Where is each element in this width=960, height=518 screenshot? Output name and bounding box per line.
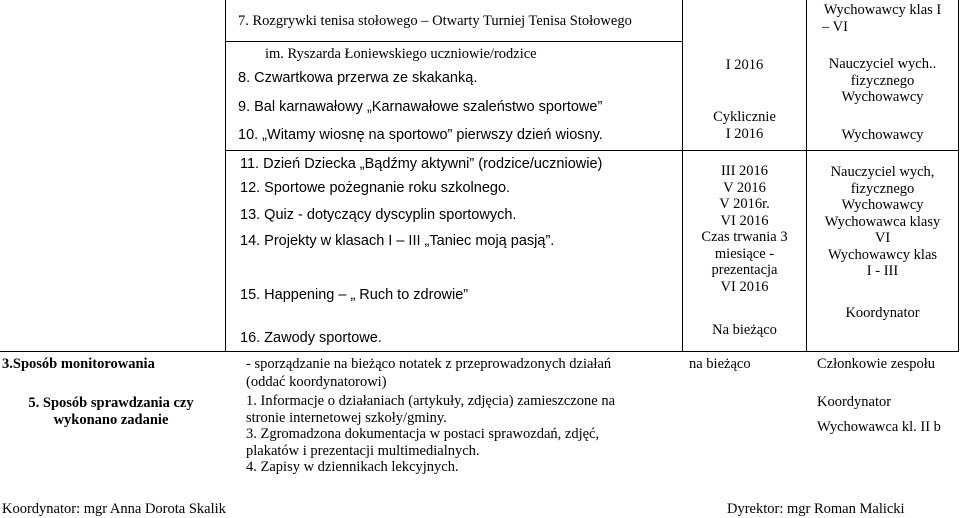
activity-item-7: 7. Rozgrywki tenisa stołowego – Otwarty Turniej Tenisa Stołowego (238, 13, 632, 29)
resp-homeroom: Wychowawcy (841, 127, 924, 143)
activity-item-14: 14. Projekty w klasach I – III „Taniec moją pasją”. (240, 233, 555, 249)
activity-item-7-continued: im. Ryszarda Łoniewskiego uczniowie/rodzice (265, 46, 537, 62)
resp-class-teachers: Wychowawcy klas I (823, 2, 942, 18)
term-line: VI 2016 (720, 212, 769, 229)
section-3-term: na bieżąco (689, 356, 751, 372)
term-i-2016-second: I 2016 (725, 126, 764, 142)
section-5-line: stronie internetowej szkoły/gminy. (246, 409, 447, 426)
footer-coordinator: Koordynator: mgr Anna Dorota Skalik (2, 501, 226, 517)
resp-bottom-block (807, 164, 958, 280)
term-line: V 2016 (723, 179, 766, 196)
table-border-left (225, 0, 226, 352)
resp-line: VI (874, 230, 891, 246)
term-ongoing: Na bieżąco (712, 322, 777, 338)
resp-coordinator: Koordynator (845, 305, 920, 321)
resp-line: Wychowawcy (841, 89, 924, 105)
footer-director: Dyrektor: mgr Roman Malicki (727, 501, 905, 517)
activity-item-15: 15. Happening – „ Ruch to zdrowie” (240, 287, 469, 303)
term-line: Czas trwania 3 (701, 229, 788, 245)
resp-class-range: – VI (822, 19, 848, 35)
section-3-label: 3.Sposób monitorowania (2, 356, 155, 372)
table-border-right (958, 0, 959, 352)
resp-line: I - III (866, 263, 899, 279)
row-divider-top (225, 41, 683, 42)
resp-line: fizycznego (850, 72, 915, 89)
section-5-line: 3. Zgromadzona dokumentacja w postaci sprawozdań, zdjęć, (246, 426, 600, 442)
section-5-line: 1. Informacje o działaniach (artykuły, zdjęcia) zamieszczone na (246, 393, 616, 409)
section-3-responsible: Członkowie zespołu (817, 356, 935, 372)
resp-line: Wychowawca klasy (824, 213, 941, 230)
resp-line: Nauczyciel wych.. (828, 56, 937, 72)
section-5-list (246, 393, 615, 476)
activity-item-13: 13. Quiz - dotyczący dyscyplin sportowych. (240, 207, 517, 223)
resp-top-block (807, 56, 958, 106)
section-5-label: 5. Sposób sprawdzania czy (28, 395, 194, 411)
section-3-desc-continued: (oddać koordynatorowi) (246, 374, 387, 390)
resp-line: Wychowawcy (841, 197, 924, 213)
terms-bottom-block (683, 163, 806, 295)
term-cyclic: Cyklicznie (713, 109, 776, 125)
section-5-label-continued: wykonano zadanie (53, 412, 169, 428)
term-line: III 2016 (720, 163, 769, 179)
activity-item-11: 11. Dzień Dziecka „Bądźmy aktywni” (rodzice/uczniowie) (240, 156, 603, 172)
activity-item-10: 10. „Witamy wiosnę na sportowo” pierwszy dzień wiosny. (238, 127, 603, 143)
term-i-2016: I 2016 (725, 57, 764, 73)
section-5-responsible-teacher: Wychowawca kl. II b (817, 419, 941, 435)
resp-line: Wychowawcy klas (827, 246, 938, 263)
term-line: V 2016r. (719, 196, 770, 212)
activity-item-12: 12. Sportowe pożegnanie roku szkolnego. (240, 180, 511, 196)
term-line: prezentacja (711, 262, 778, 278)
term-line: miesiące - (714, 245, 775, 262)
section-5-line: 4. Zapisy w dziennikach lekcyjnych. (246, 459, 459, 475)
resp-line: fizycznego (850, 180, 915, 197)
section-5-line: plakatów i prezentacji multimedialnych. (246, 442, 480, 459)
term-line: VI 2016 (720, 278, 769, 295)
row-divider-middle (225, 150, 959, 151)
activity-item-16: 16. Zawody sportowe. (240, 330, 382, 346)
section-3-desc: - sporządzanie na bieżąco notatek z przeprowadzonych działań (246, 356, 612, 372)
section-5-responsible-coordinator: Koordynator (817, 394, 892, 410)
activity-item-9: 9. Bal karnawałowy „Karnawałowe szaleństwo sportowe” (238, 99, 603, 115)
resp-line: Nauczyciel wych, (830, 164, 935, 180)
row-divider-bottom (0, 351, 959, 352)
activity-item-8: 8. Czwartkowa przerwa ze skakanką. (238, 70, 478, 86)
